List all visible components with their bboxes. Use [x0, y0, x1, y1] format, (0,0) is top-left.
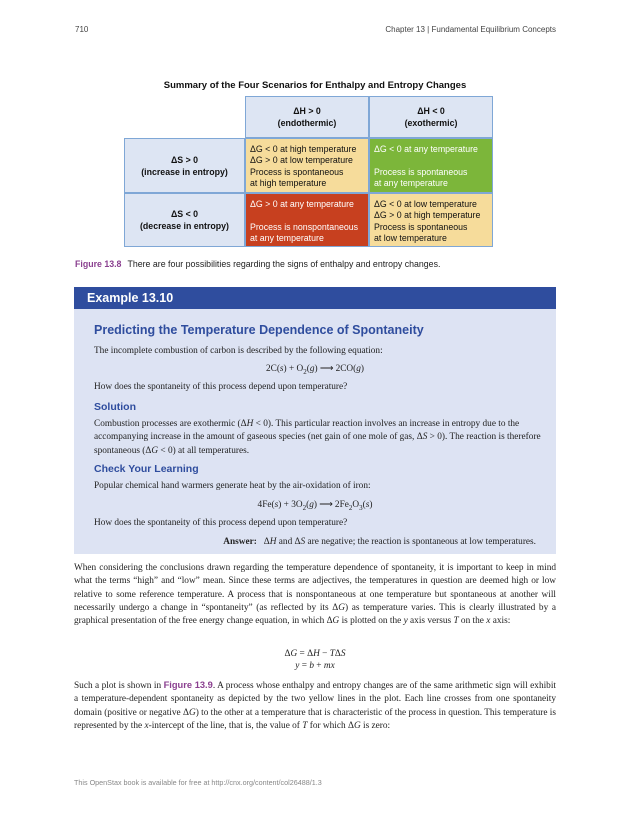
solution-text: Combustion processes are exothermic (ΔH < 0). This particular reaction involves an increase in entropy due to the accompanying increase in the amount of gaseous species (net gain of one mole of gas, ΔS > 0). The reaction is therefore spontaneous (ΔG < 0) at all temperatures.: [94, 419, 541, 456]
cell-line: ΔG < 0 at high temperature: [250, 144, 357, 154]
equation-line: y = b + mx: [295, 661, 335, 671]
cell-line: ΔG > 0 at low temperature: [250, 155, 353, 166]
para1-a: When considering the conclusions drawn regarding the temperature dependence of spontaneity, it is important to keep in mind what the terms “high” and “low” mean. Since these terms are adjectives, the temperatures in question are deemed high or low relative to some reference temperature. A process that is nonspontaneous at one temperature but spontaneous at another will necessarily undergo a change in “spontaneity” (as reflected by its: [74, 563, 556, 613]
row-header-entropy-increase: [124, 138, 245, 193]
cell-line: at any temperature: [374, 178, 448, 189]
equation-iron-oxidation: $4Fe(s) + 3O_2(g)$ ⟶ $2Fe_2O_3(s)$: [257, 500, 373, 512]
col-header-endothermic: [245, 96, 369, 138]
page-number: 710: [75, 25, 89, 34]
para2-f: is zero:: [360, 720, 391, 731]
example-label: Example 13.10: [74, 287, 556, 309]
cell-exo-entropy-decrease: [369, 193, 493, 247]
para1-f: axis:: [490, 616, 511, 627]
row-header-entropy-increase-line2: (increase in entropy): [141, 166, 228, 177]
cell-line: ΔG < 0 at low temperature: [374, 199, 477, 209]
check-heading: Check Your Learning: [94, 463, 199, 475]
cell-line: ΔG > 0 at high temperature: [374, 210, 481, 221]
check-question: How does the spontaneity of this process depend upon temperature?: [94, 518, 348, 528]
col-header-endothermic-line1: ΔH > 0: [293, 106, 321, 116]
para2-c: ) to the other at a temperature that is characteristic of the process in question. This temperature is represented by the: [74, 707, 557, 731]
solution-text-3: ). The reaction is therefore spontaneous (: [94, 432, 541, 456]
body-paragraph-2: Such a plot is shown in Figure 13.9. A process whose enthalpy and entropy changes are of the same arithmetic sign will exhibit a temperature-dependent spontaneity as depicted by the two yellow lines in the plot. Each line crosses from one spontaneity domain (positive or negative ΔG) to the other at a temperature that is characteristic of the process in question. This temperature is represented by the x-intercept of the line, that is, the value of T for which ΔG is zero:: [74, 680, 557, 731]
chapter-title: Chapter 13 | Fundamental Equilibrium Concepts: [385, 25, 556, 34]
equation-carbon-combustion: $2C(s) + O_2(g)$ ⟶ 2CO(g): [265, 364, 365, 376]
figure-13-9-link[interactable]: Figure 13.9: [163, 680, 213, 690]
cell-line: Process is nonspontaneous: [250, 221, 359, 232]
solution-text-1: Combustion processes are exothermic (: [94, 419, 241, 429]
para2-a: Such a plot is shown in: [74, 681, 164, 691]
cell-exo-entropy-increase: [369, 138, 493, 193]
figure-caption: [75, 259, 440, 269]
para1-b: ) as temperature varies. This is clearly illustrated by a graphical presentation of the free energy change equation, in which: [74, 602, 556, 627]
para2-b: . A process whose enthalpy and entropy changes are of the same arithmetic sign will exhibit a temperature-dependent spontaneity as depicted by the two yellow lines in the plot. Each line crosses from one spontaneity domain (positive or negative: [74, 681, 556, 718]
cell-line: ΔG > 0 at any temperature: [250, 199, 354, 209]
col-header-endothermic-line2: (endothermic): [277, 118, 337, 128]
cell-line: Process is spontaneous: [374, 166, 468, 177]
solution-heading: Solution: [94, 401, 136, 413]
solution-text-4: ) at all temperatures.: [172, 445, 250, 456]
table-title: Summary of the Four Scenarios for Enthalpy and Entropy Changes: [163, 80, 467, 91]
cell-line: Process is spontaneous: [250, 166, 344, 177]
equation-gibbs: ΔG = ΔH − TΔS: [284, 649, 346, 659]
example-intro: The incomplete combustion of carbon is described by the following equation:: [94, 346, 383, 356]
para1-e: on the: [458, 616, 487, 627]
example-question: How does the spontaneity of this process depend upon temperature?: [94, 382, 348, 392]
cell-endo-entropy-decrease: [245, 193, 369, 247]
para1-d: axis versus: [407, 616, 454, 627]
col-header-exothermic-line2: (exothermic): [404, 118, 458, 128]
answer-text: are negative; the reaction is spontaneous at low temperatures.: [307, 537, 536, 547]
row-header-entropy-decrease-line2: (decrease in entropy): [140, 221, 229, 231]
row-header-entropy-increase-line1: ΔS > 0: [170, 154, 199, 165]
cell-line: at low temperature: [374, 233, 447, 244]
body-paragraph-1: When considering the conclusions drawn regarding the temperature dependence of spontaneity, it is important to keep in mind what the terms “high” and “low” mean. Since these terms are adjectives, the temperatures in question are deemed high or low relative to some reference temperature. A process that is nonspontaneous at one temperature but spontaneous at another will necessarily undergo a change in “spontaneity” (as reflected by its ΔG) as temperature varies. This is clearly illustrated by a graphical presentation of the free energy change equation, in which ΔG is plotted on the y axis versus T on the x axis:: [74, 563, 556, 627]
check-intro: Popular chemical hand warmers generate heat by the air-oxidation of iron:: [94, 481, 371, 491]
answer: Answer: ΔH and ΔS are negative; the reaction is spontaneous at low temperatures.: [223, 537, 536, 547]
example-box: [74, 287, 556, 554]
cell-line: ΔG < 0 at any temperature: [374, 144, 478, 154]
solution-text-2: ). This particular reaction involves an increase in entropy due to the accompanying increase in the amount of gaseous species (net gain of one mole of gas,: [94, 419, 520, 443]
col-header-exothermic: [369, 96, 493, 138]
cell-endo-entropy-increase: [245, 138, 369, 193]
figure-caption-text: There are four possibilities regarding the signs of enthalpy and entropy changes.: [127, 259, 441, 269]
cell-line: Process is spontaneous: [374, 221, 468, 232]
footer-note: This OpenStax book is available for free at http://cnx.org/content/col26488/1.3: [74, 778, 322, 787]
figure-label: Figure 13.8: [75, 259, 122, 269]
cell-line: at high temperature: [250, 178, 327, 189]
col-header-exothermic-line1: ΔH < 0: [417, 106, 445, 116]
example-title: Predicting the Temperature Dependence of Spontaneity: [94, 323, 424, 337]
row-header-entropy-decrease-line1: ΔS < 0: [170, 209, 199, 219]
row-header-entropy-decrease: [124, 193, 245, 247]
answer-label: Answer:: [223, 537, 257, 547]
para1-c: is plotted on the: [339, 616, 404, 627]
para2-d: -intercept of the line, that is, the value of: [148, 720, 303, 731]
para2-e: for which: [307, 720, 348, 731]
cell-line: at any temperature: [250, 233, 324, 244]
